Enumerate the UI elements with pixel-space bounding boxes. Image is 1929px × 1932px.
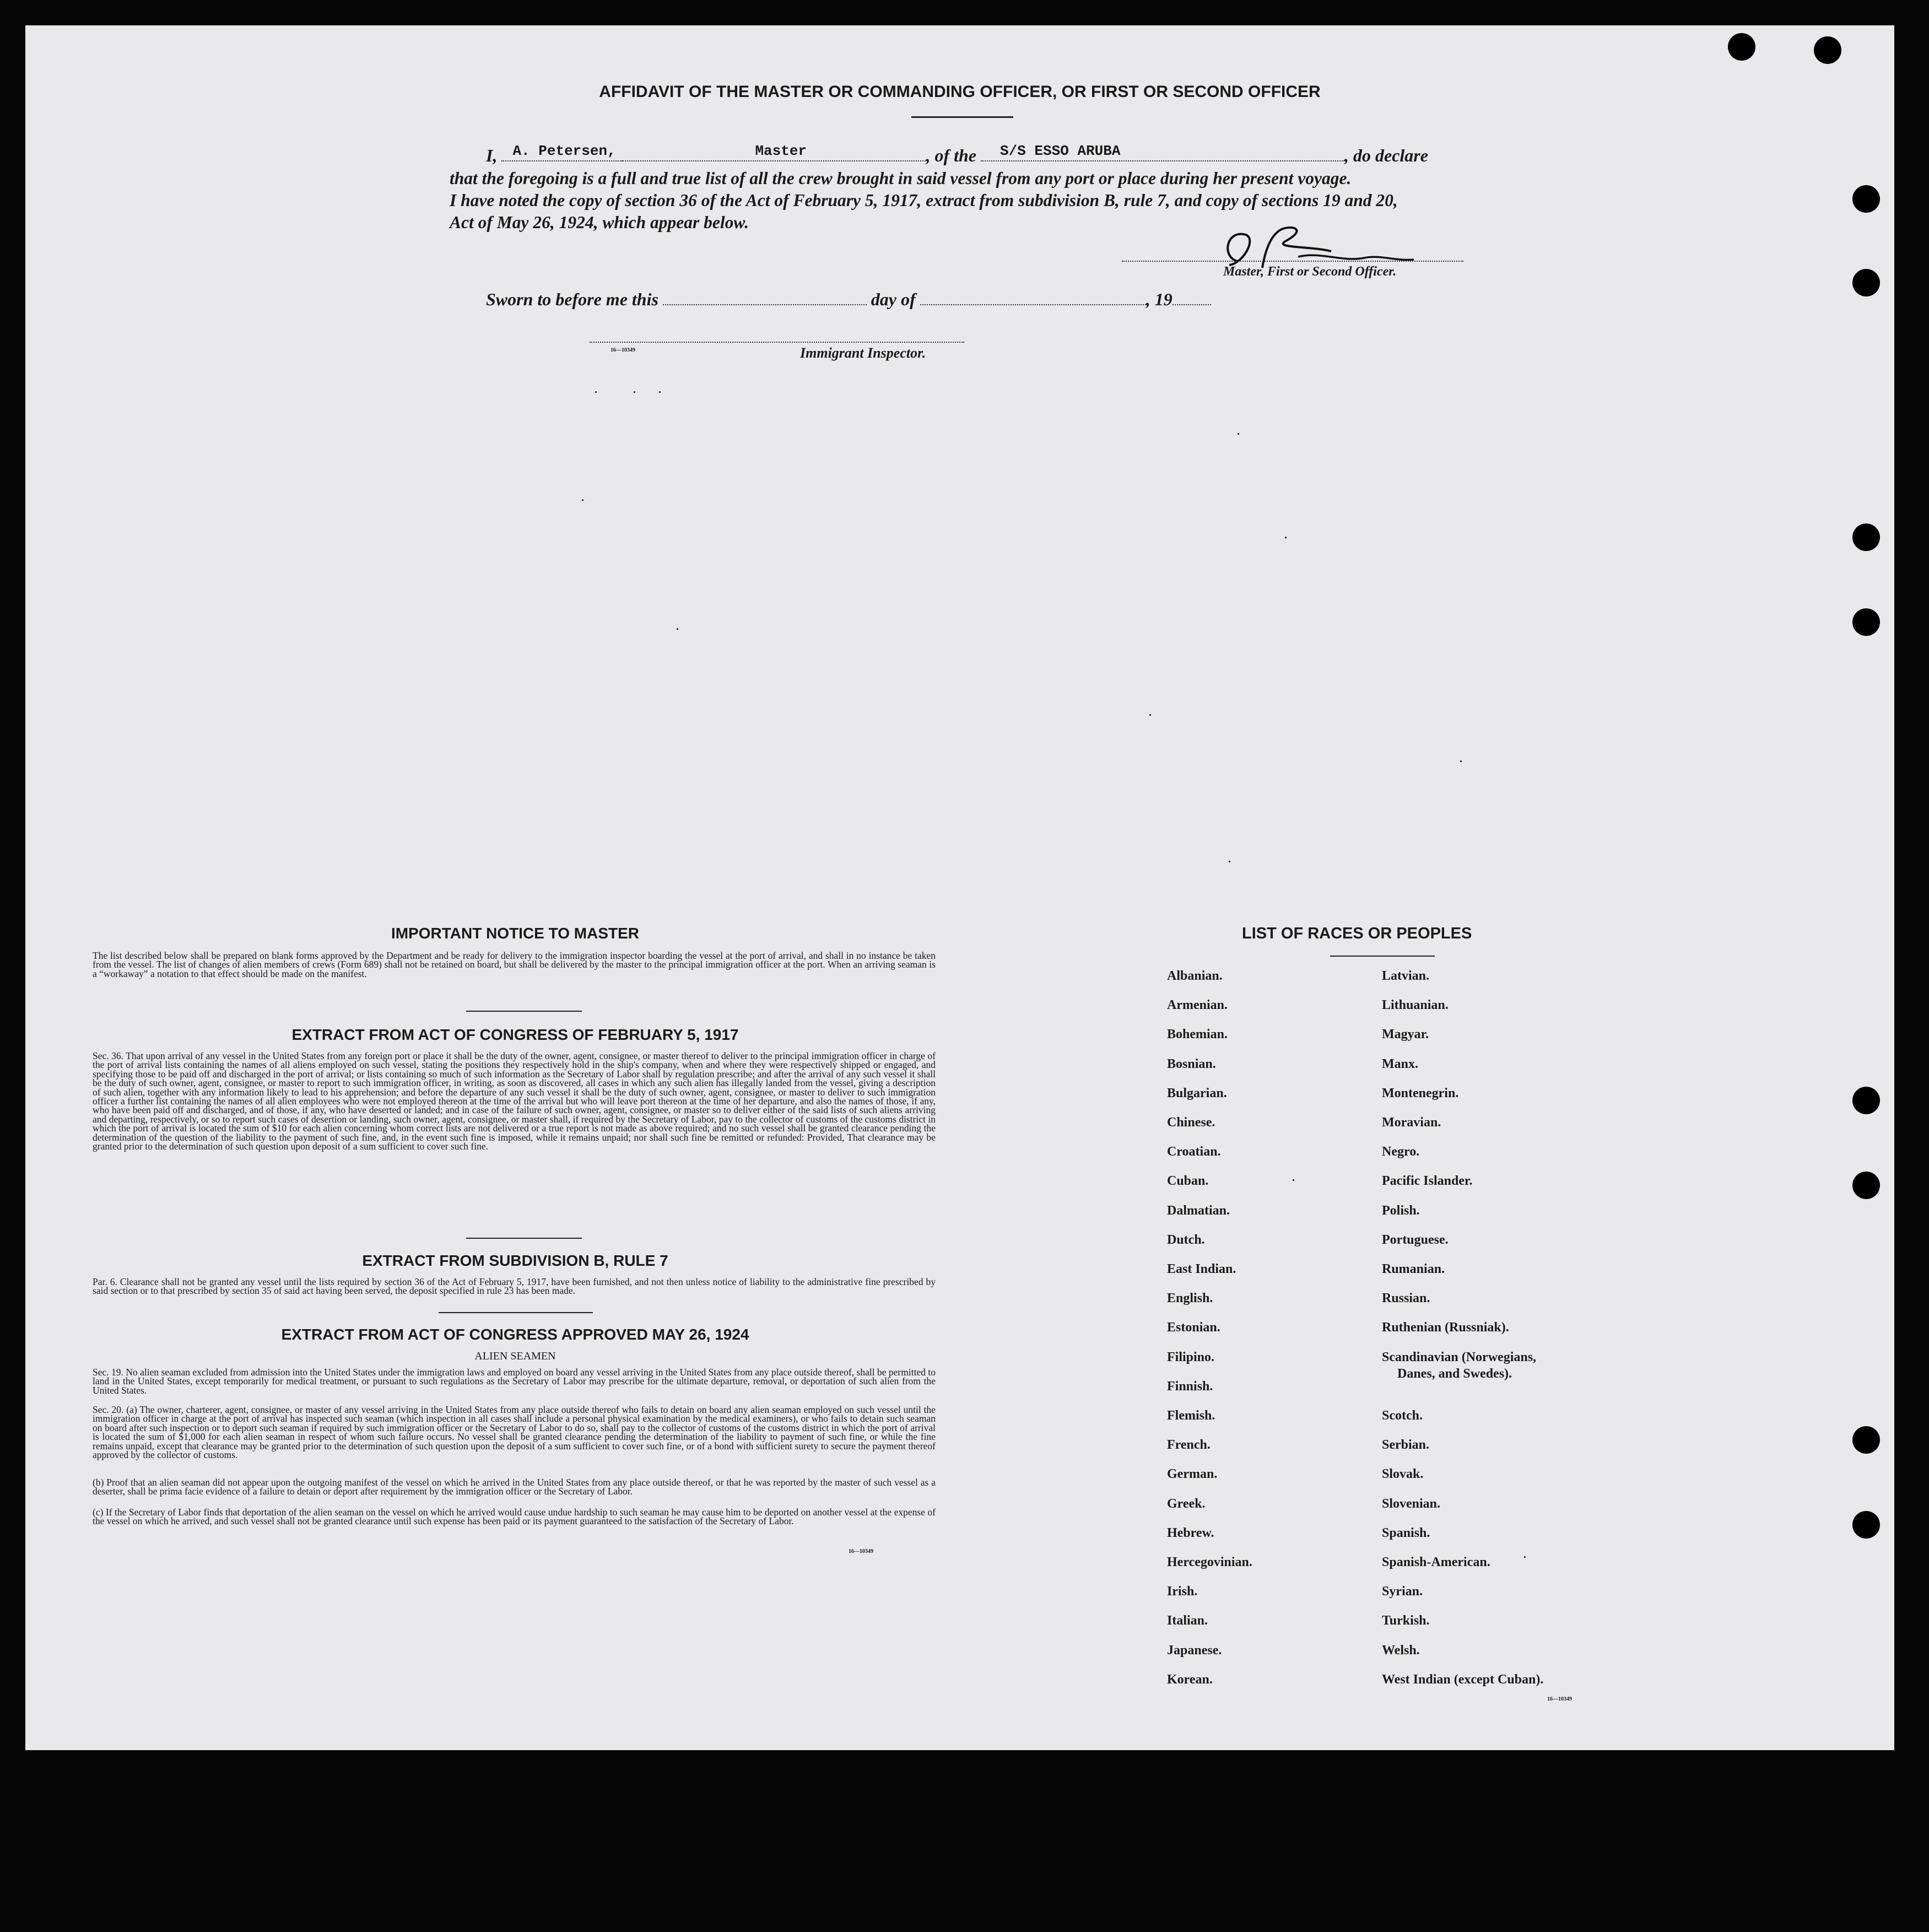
race-item: Hebrew. <box>1167 1525 1214 1540</box>
race-item: Finnish. <box>1167 1379 1213 1394</box>
extract-form-number: 16—10349 <box>849 1548 873 1555</box>
rank-field <box>623 145 926 161</box>
extract-1917-title: EXTRACT FROM ACT OF CONGRESS OF FEBRUARY 5, 1917 <box>291 1026 739 1043</box>
extract-1917-body: Sec. 36. That upon arrival of any vessel in the United States from any foreign port or place it shall be the duty of the owner, agent, consignee, or master thereof to deliver to the principal immigration officer in charge of the port of arrival lists containing the names of all aliens employed on such vessel, stating the positions they respectively hold in the ship's company, when and where they were respectively shipped or engaged, and specifying those to be paid off and discharged in the port of arrival; or lists containing so much of such information as the Secretary of Labor shall by regulation prescribe; and after the arrival of any such vessel it shall be the duty of such owner, agent, consignee, or master to report to such immigration officer, in writing, as soon as discovered, all cases in which any such alien has illegally landed from the vessel, giving a description of such alien, together with any information likely to lead to his apprehension; and before the departure of any such vessel it shall be the duty of such owner, agent, consignee, or master to deliver to such immigration officer a further list containing the names of all alien employees who were not employed thereon at the time of the arrival but who will leave port thereon at the time of her departure, and also the names of those, if any, who have been paid off and discharged, and of those, if any, who have deserted or landed; and in case of the failure of such owner, agent, consignee, or master so to deliver either of the said lists of such aliens arriving and departing, respectively, or so to report such cases of desertion or landing, such owner, agent, consignee, or master shall, if required by the Secretary of Labor, pay to the collector of customs of the customs district in which the port of arrival is located the sum of $10 for each alien concerning whom correct lists are not delivered or a true report is not made as above required; and no such vessel shall be granted clearance pending the determination of the question of the liability to the payment of such fine, and, in the event such fine is imposed, while it remains unpaid; nor shall such fine be remitted or refunded: Provided, That clearance may be granted prior to the determination of such question upon deposit of a sum sufficient to cover such fine. <box>93 1050 936 1152</box>
sworn-day-field <box>663 289 867 305</box>
punch-hole <box>1852 524 1880 551</box>
rule-7-body: Par. 6. Clearance shall not be granted any vessel until the lists required by section 36 of the Act of February 5, 1917, have been furnished, and not then unless notice of liability to the administrative fine prescribed by said section or to that prescribed by section 35 of said act having been served, the deposit specified in rule 23 has been made. <box>93 1276 936 1297</box>
inspector-caption: Immigrant Inspector. <box>800 345 926 361</box>
of-the-label: , of the <box>926 145 976 165</box>
race-item: Korean. <box>1167 1672 1213 1687</box>
sworn-year-field <box>1172 289 1211 305</box>
day-of-label: day of <box>871 289 916 309</box>
race-item: Serbian. <box>1382 1438 1430 1453</box>
race-item: Pacific Islander. <box>1382 1174 1473 1189</box>
race-item: Rumanian. <box>1382 1262 1445 1276</box>
races-form-number: 16—10349 <box>1547 1696 1572 1702</box>
race-item: Estonian. <box>1167 1320 1220 1335</box>
race-item: Croatian. <box>1167 1145 1221 1159</box>
affidavit-form-number: 16—10349 <box>610 347 635 353</box>
race-item: East Indian. <box>1167 1262 1236 1276</box>
race-item: Ruthenian (Russniak). <box>1382 1320 1509 1335</box>
races-divider <box>1330 956 1435 957</box>
punch-hole <box>1852 1087 1880 1114</box>
race-item: Magyar. <box>1382 1027 1429 1042</box>
race-item: Negro. <box>1382 1145 1420 1159</box>
notice-body: The list described below shall be prepared on blank forms approved by the Department and be ready for delivery to the immigration inspector boarding the vessel at the port of arrival, and shall in no instance be taken from the vessel. The list of changes of alien members of crews (Form 689) shall not be retained on board, but shall be delivered by the master to the principal immigration officer at the port. When an arriving seaman is a “workaway” a notation to that effect should be made on the manifest. <box>93 950 936 979</box>
punch-hole <box>1852 185 1880 213</box>
race-item: Dutch. <box>1167 1232 1205 1247</box>
signature-caption: Master, First or Second Officer. <box>1223 265 1397 279</box>
sec-20a-text: Sec. 20. (a) The owner, charterer, agent, consignee, or master of any vessel arriving in the United States from any place outside thereof who fails to detain on board any alien seaman employed on such vessel until the immigration officer in charge at the port of arrival has inspected such seaman (which inspection in all cases shall include a personal physical examination by the medical examiners), or who fails to detain such seaman on board after such inspection or to deport such seaman if required by such immigration officer or the Secretary of Labor to do so, shall pay to the collector of customs of the customs district in which the port of arrival is located the sum of $1,000 for each alien seaman in respect of whom such failure occurs. No vessel shall be granted clearance pending the determination of the liability to payment of such fine, or while the fine remains unpaid, except that clearance may be granted prior to the determination of such question upon the deposit of a sum sufficient to cover such fine, or of a bond with sufficient surety to secure the payment thereof approved by the collector of customs. <box>93 1404 936 1461</box>
race-item: Filipino. <box>1167 1350 1215 1364</box>
extract-1924-title: EXTRACT FROM ACT OF CONGRESS APPROVED MAY 26, 1924 <box>281 1326 749 1343</box>
declaration-line-4: Act of May 26, 1924, which appear below. <box>450 213 749 232</box>
race-item: Syrian. <box>1382 1584 1423 1599</box>
race-item: Scandinavian (Norwegians, <box>1382 1350 1537 1364</box>
vessel-value: S/S ESSO ARUBA <box>1000 143 1121 159</box>
punch-hole <box>1852 1511 1880 1539</box>
race-item: German. <box>1167 1467 1218 1482</box>
races-title: LIST OF RACES OR PEOPLES <box>1242 925 1472 942</box>
rule-7-title: EXTRACT FROM SUBDIVISION B, RULE 7 <box>362 1252 668 1269</box>
race-item: Lithuanian. <box>1382 998 1449 1013</box>
race-item: Welsh. <box>1382 1643 1420 1658</box>
race-item: Italian. <box>1167 1613 1208 1628</box>
declaration-line-1 <box>486 145 1513 166</box>
alien-seamen-subtitle: ALIEN SEAMEN <box>474 1350 556 1362</box>
race-item: Slovak. <box>1382 1467 1424 1482</box>
title-divider <box>911 116 1013 118</box>
declare-label: , do declare <box>1344 145 1428 165</box>
race-item: Irish. <box>1167 1584 1198 1599</box>
race-item: Spanish. <box>1382 1525 1430 1540</box>
form-page <box>25 25 1894 1750</box>
punch-hole <box>1852 1172 1880 1199</box>
i-label: I, <box>486 145 498 165</box>
rank-value: Master <box>755 143 807 159</box>
inspector-signature-line <box>590 342 964 343</box>
punch-hole <box>1852 1426 1880 1454</box>
race-item: Armenian. <box>1167 998 1228 1013</box>
race-item: Bosnian. <box>1167 1056 1216 1071</box>
race-item: Bulgarian. <box>1167 1086 1227 1100</box>
vessel-field <box>981 145 1344 161</box>
race-item: Manx. <box>1382 1056 1418 1071</box>
race-item: Turkish. <box>1382 1613 1430 1628</box>
sworn-label: Sworn to before me this <box>486 289 658 309</box>
punch-hole <box>1814 36 1841 64</box>
race-item: Latvian. <box>1382 969 1430 983</box>
year-label: , 19 <box>1145 289 1172 309</box>
race-item: Polish. <box>1382 1203 1420 1218</box>
race-item: French. <box>1167 1438 1211 1453</box>
race-item: Albanian. <box>1167 969 1223 983</box>
affidavit-title: AFFIDAVIT OF THE MASTER OR COMMANDING OFFICER, OR FIRST OR SECOND OFFICER <box>599 83 1321 101</box>
signature-line <box>1122 261 1463 262</box>
punch-hole <box>1728 33 1755 61</box>
race-item: Danes, and Swedes). <box>1397 1366 1512 1381</box>
race-item: Chinese. <box>1167 1115 1215 1130</box>
race-item: Bohemian. <box>1167 1027 1228 1042</box>
race-item: West Indian (except Cuban). <box>1382 1672 1544 1687</box>
race-item: English. <box>1167 1291 1213 1306</box>
name-field <box>501 145 623 161</box>
race-item: Portuguese. <box>1382 1232 1449 1247</box>
race-item: Flemish. <box>1167 1408 1215 1423</box>
race-item: Dalmatian. <box>1167 1203 1230 1218</box>
race-item: Spanish-American. <box>1382 1555 1490 1569</box>
punch-hole <box>1852 269 1880 296</box>
sworn-line <box>486 289 1211 310</box>
race-item: Greek. <box>1167 1496 1206 1511</box>
name-value: A. Petersen, <box>512 143 616 159</box>
race-item: Japanese. <box>1167 1643 1222 1658</box>
race-item: Cuban. <box>1167 1174 1209 1189</box>
punch-hole <box>1852 608 1880 636</box>
race-item: Moravian. <box>1382 1115 1441 1130</box>
rule-7-divider <box>439 1312 593 1313</box>
race-item: Hercegovinian. <box>1167 1555 1252 1569</box>
declaration-line-2: that the foregoing is a full and true list of all the crew brought in said vessel from any port or place during her present voyage. <box>450 169 1352 188</box>
sec-19-text: Sec. 19. No alien seaman excluded from admission into the United States under the immigration laws and employed on board any vessel arriving in the United States from any place outside thereof, shall be permitted to land in the United States, except temporarily for medical treatment, or pursuant to such regulations as the Secretary of Labor may prescribe for the ultimate departure, removal, or deportation of such alien from the United States. <box>93 1367 936 1396</box>
sec-20b-text: (b) Proof that an alien seaman did not appear upon the outgoing manifest of the vessel on which he arrived in the United States from any place outside thereof, or that he was reported by the master of such vessel as a deserter, shall be prima facie evidence of a failure to detain or deport after requirement by the immigration officer or the Secretary of Labor. <box>93 1477 936 1497</box>
declaration-line-3: I have noted the copy of section 36 of the Act of February 5, 1917, extract from subdivision B, rule 7, and copy of sections 19 and 20, <box>450 191 1398 210</box>
race-item: Slovenian. <box>1382 1496 1441 1511</box>
extract-1917-divider <box>466 1238 582 1239</box>
sec-20c-text: (c) If the Secretary of Labor finds that deportation of the alien seaman on the vessel on which he arrived would cause undue hardship to such seaman he may cause him to be deported on another vessel at the expense of the vessel on which he arrived, and such vessel shall not be granted clearance until such expense has been paid or its payment guaranteed to the satisfaction of the Secretary of Labor. <box>93 1507 936 1527</box>
notice-divider <box>466 1011 582 1012</box>
race-item: Scotch. <box>1382 1408 1423 1423</box>
sworn-month-field <box>920 289 1146 305</box>
race-item: Montenegrin. <box>1382 1086 1459 1100</box>
notice-title: IMPORTANT NOTICE TO MASTER <box>391 925 640 942</box>
race-item: Russian. <box>1382 1291 1430 1306</box>
